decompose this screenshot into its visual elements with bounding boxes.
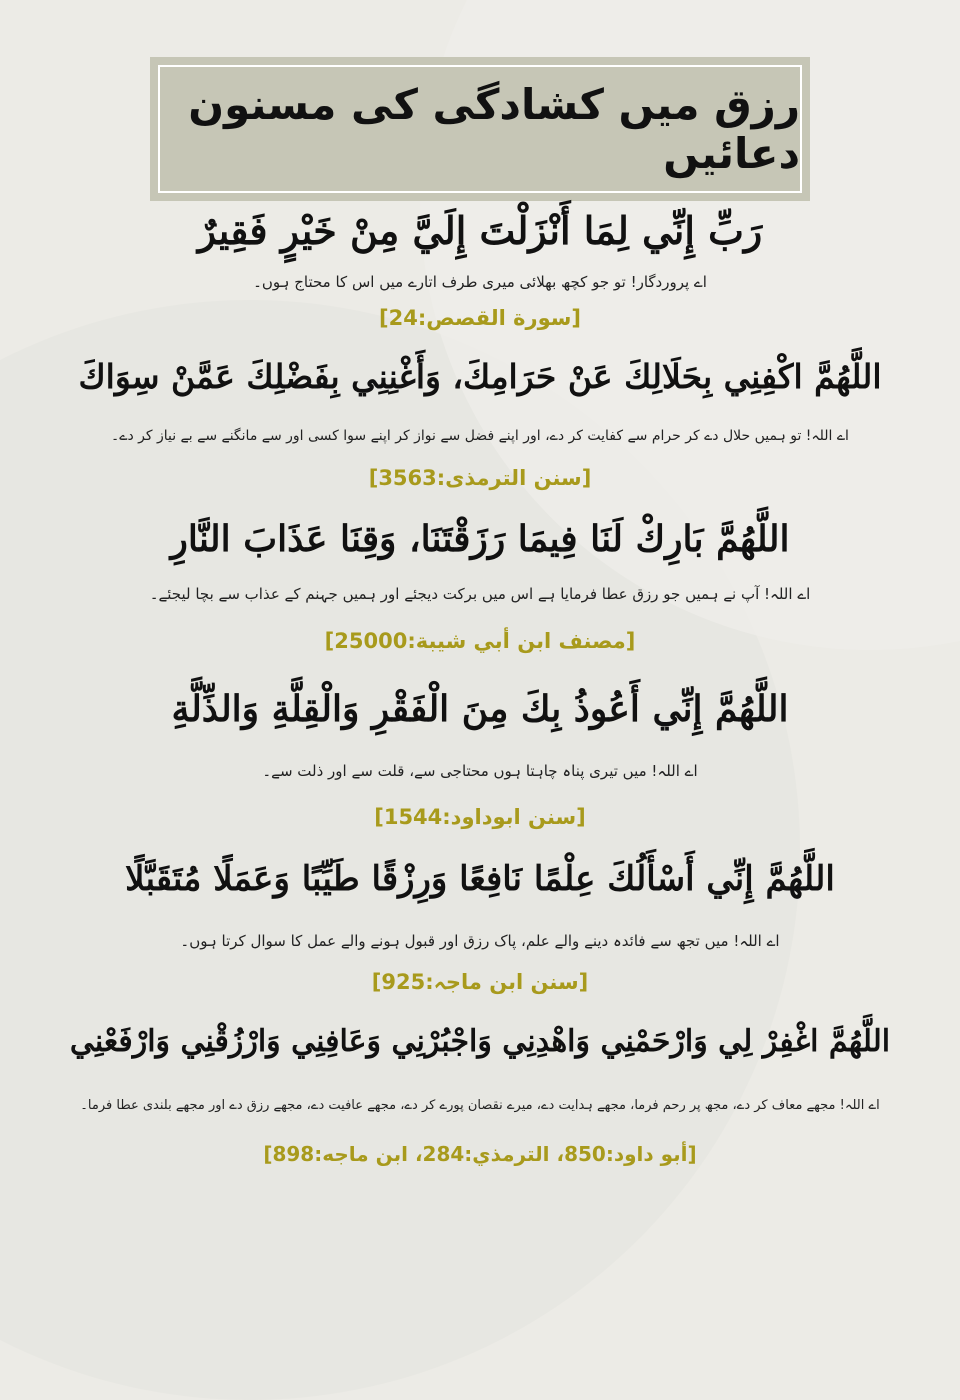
dua-translation-3: اے اللہ! آپ نے ہمیں جو رزق عطا فرمایا ہے اس میں برکت دیجئے اور ہمیں جہنم کے عذاب سے بچا لیجئے۔ — [149, 585, 811, 603]
page-title: رزق میں کشادگی کی مسنون دعائیں — [188, 80, 800, 178]
title-box — [150, 57, 810, 201]
dua-arabic-5: اللَّهُمَّ إِنِّي أَسْأَلُكَ عِلْمًا نَافِعًا وَرِزْقًا طَيِّبًا وَعَمَلًا مُتَقَبَّلًا — [125, 859, 835, 899]
dua-arabic-4: اللَّهُمَّ إِنِّي أَعُوذُ بِكَ مِنَ الْفَقْرِ وَالْقِلَّةِ وَالذِّلَّةِ — [171, 688, 789, 730]
dua-arabic-2: اللَّهُمَّ اكْفِنِي بِحَلَالِكَ عَنْ حَرَامِكَ، وَأَغْنِنِي بِفَضْلِكَ عَمَّنْ سِوَاكَ — [78, 357, 882, 396]
dua-translation-4: اے اللہ! میں تیری پناہ چاہتا ہوں محتاجی سے، قلت سے اور ذلت سے۔ — [262, 762, 698, 780]
dua-translation-5: اے اللہ! میں تجھ سے فائدہ دینے والے علم، پاک رزق اور قبول ہونے والے عمل کا سوال کرتا ہوں۔ — [180, 932, 780, 950]
dua-reference-6: [أبو داود:850، الترمذي:284، ابن ماجه:898] — [263, 1142, 697, 1166]
dua-reference-5: [سنن ابن ماجہ:925] — [371, 970, 589, 994]
dua-reference-3: [مصنف ابن أبي شيبة:25000] — [324, 629, 636, 653]
dua-translation-2: اے اللہ! تو ہمیں حلال دے کر حرام سے کفایت کر دے، اور اپنے فضل سے نواز کر اپنے سوا کسی اور سے مانگنے سے بے نیاز کر دے۔ — [111, 428, 849, 444]
title-frame — [158, 65, 802, 193]
dua-reference-1: [سورة القصص:24] — [379, 306, 581, 330]
dua-translation-6: اے اللہ! مجھے معاف کر دے، مجھ پر رحم فرما، مجھے ہدایت دے، میرے نقصان پورے کر دے، مجھے عافیت دے، مجھے رزق دے اور مجھے بلندی عطا فرما۔ — [80, 1098, 880, 1113]
dua-reference-2: [سنن الترمذی:3563] — [368, 466, 592, 490]
dua-arabic-6: اللَّهُمَّ اغْفِرْ لِي وَارْحَمْنِي وَاهْدِنِي وَاجْبُرْنِي وَعَافِنِي وَارْزُقْنِي وَارْفَعْنِي — [69, 1024, 891, 1059]
dua-arabic-1: رَبِّ إِنِّي لِمَا أَنْزَلْتَ إِلَيَّ مِنْ خَيْرٍ فَقِيرٌ — [197, 208, 763, 253]
dua-translation-1: اے پروردگار! تو جو کچھ بھلائی میری طرف اتارے میں اس کا محتاج ہوں۔ — [253, 273, 707, 291]
dua-arabic-3: اللَّهُمَّ بَارِكْ لَنَا فِيمَا رَزَقْتَنَا، وَقِنَا عَذَابَ النَّارِ — [170, 518, 790, 560]
dua-reference-4: [سنن ابوداود:1544] — [374, 805, 586, 829]
